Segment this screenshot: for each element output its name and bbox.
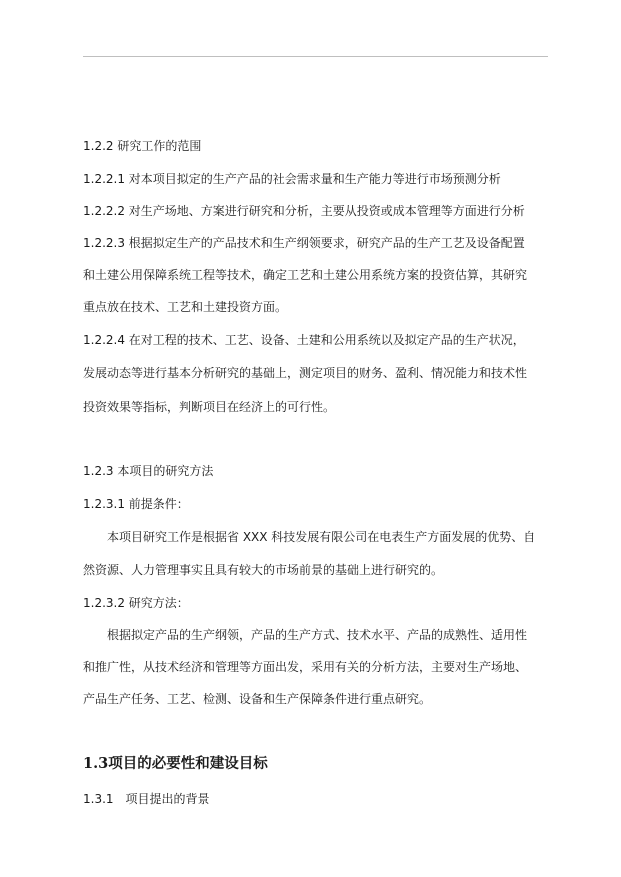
item-1-2-2-2: 1.2.2.2 对生产场地、方案进行研究和分析，主要从投资或成本管理等方面进行分析 bbox=[83, 204, 525, 218]
section-1-2-2-title: 1.2.2 研究工作的范围 bbox=[83, 139, 202, 153]
page-header-rule bbox=[83, 56, 548, 57]
section-1-3-heading: 1.3项目的必要性和建设目标 bbox=[83, 755, 268, 772]
sub-1-3-1-title: 1.3.1 项目提出的背景 bbox=[83, 792, 210, 806]
sub-1-2-3-1-title: 1.2.3.1 前提条件： bbox=[83, 497, 189, 511]
sub-1-2-3-1-line-2: 然资源、人力管理事实且具有较大的市场前景的基础上进行研究的。 bbox=[83, 563, 444, 577]
sub-1-2-3-1-line-1: 本项目研究工作是根据省 XXX 科技发展有限公司在电表生产方面发展的优势、自 bbox=[107, 530, 536, 544]
sub-1-2-3-2-title: 1.2.3.2 研究方法： bbox=[83, 596, 189, 610]
item-1-2-2-3-line-2: 和土建公用保障系统工程等技术，确定工艺和土建公用系统方案的投资估算，其研究 bbox=[83, 268, 528, 282]
sub-1-2-3-2-line-2: 和推广性，从技术经济和管理等方面出发，采用有关的分析方法，主要对生产场地、 bbox=[83, 660, 528, 674]
sub-1-2-3-2-line-3: 产品生产任务、工艺、检测、设备和生产保障条件进行重点研究。 bbox=[83, 692, 432, 706]
item-1-2-2-1: 1.2.2.1 对本项目拟定的生产产品的社会需求量和生产能力等进行市场预测分析 bbox=[83, 172, 501, 186]
item-1-2-2-4-line-2: 发展动态等进行基本分析研究的基础上，测定项目的财务、盈利、情况能力和技术性 bbox=[83, 366, 528, 380]
item-1-2-2-4-line-3: 投资效果等指标，判断项目在经济上的可行性。 bbox=[83, 400, 336, 414]
sub-1-2-3-2-line-1: 根据拟定产品的生产纲领，产品的生产方式、技术水平、产品的成熟性、适用性 bbox=[107, 628, 528, 642]
item-1-2-2-4-line-1: 1.2.2.4 在对工程的技术、工艺、设备、土建和公用系统以及拟定产品的生产状况， bbox=[83, 333, 525, 347]
section-1-2-3-title: 1.2.3 本项目的研究方法 bbox=[83, 464, 214, 478]
item-1-2-2-3-line-3: 重点放在技术、工艺和土建投资方面。 bbox=[83, 300, 288, 314]
item-1-2-2-3-line-1: 1.2.2.3 根据拟定生产的产品技术和生产纲领要求，研究产品的生产工艺及设备配置 bbox=[83, 236, 525, 250]
